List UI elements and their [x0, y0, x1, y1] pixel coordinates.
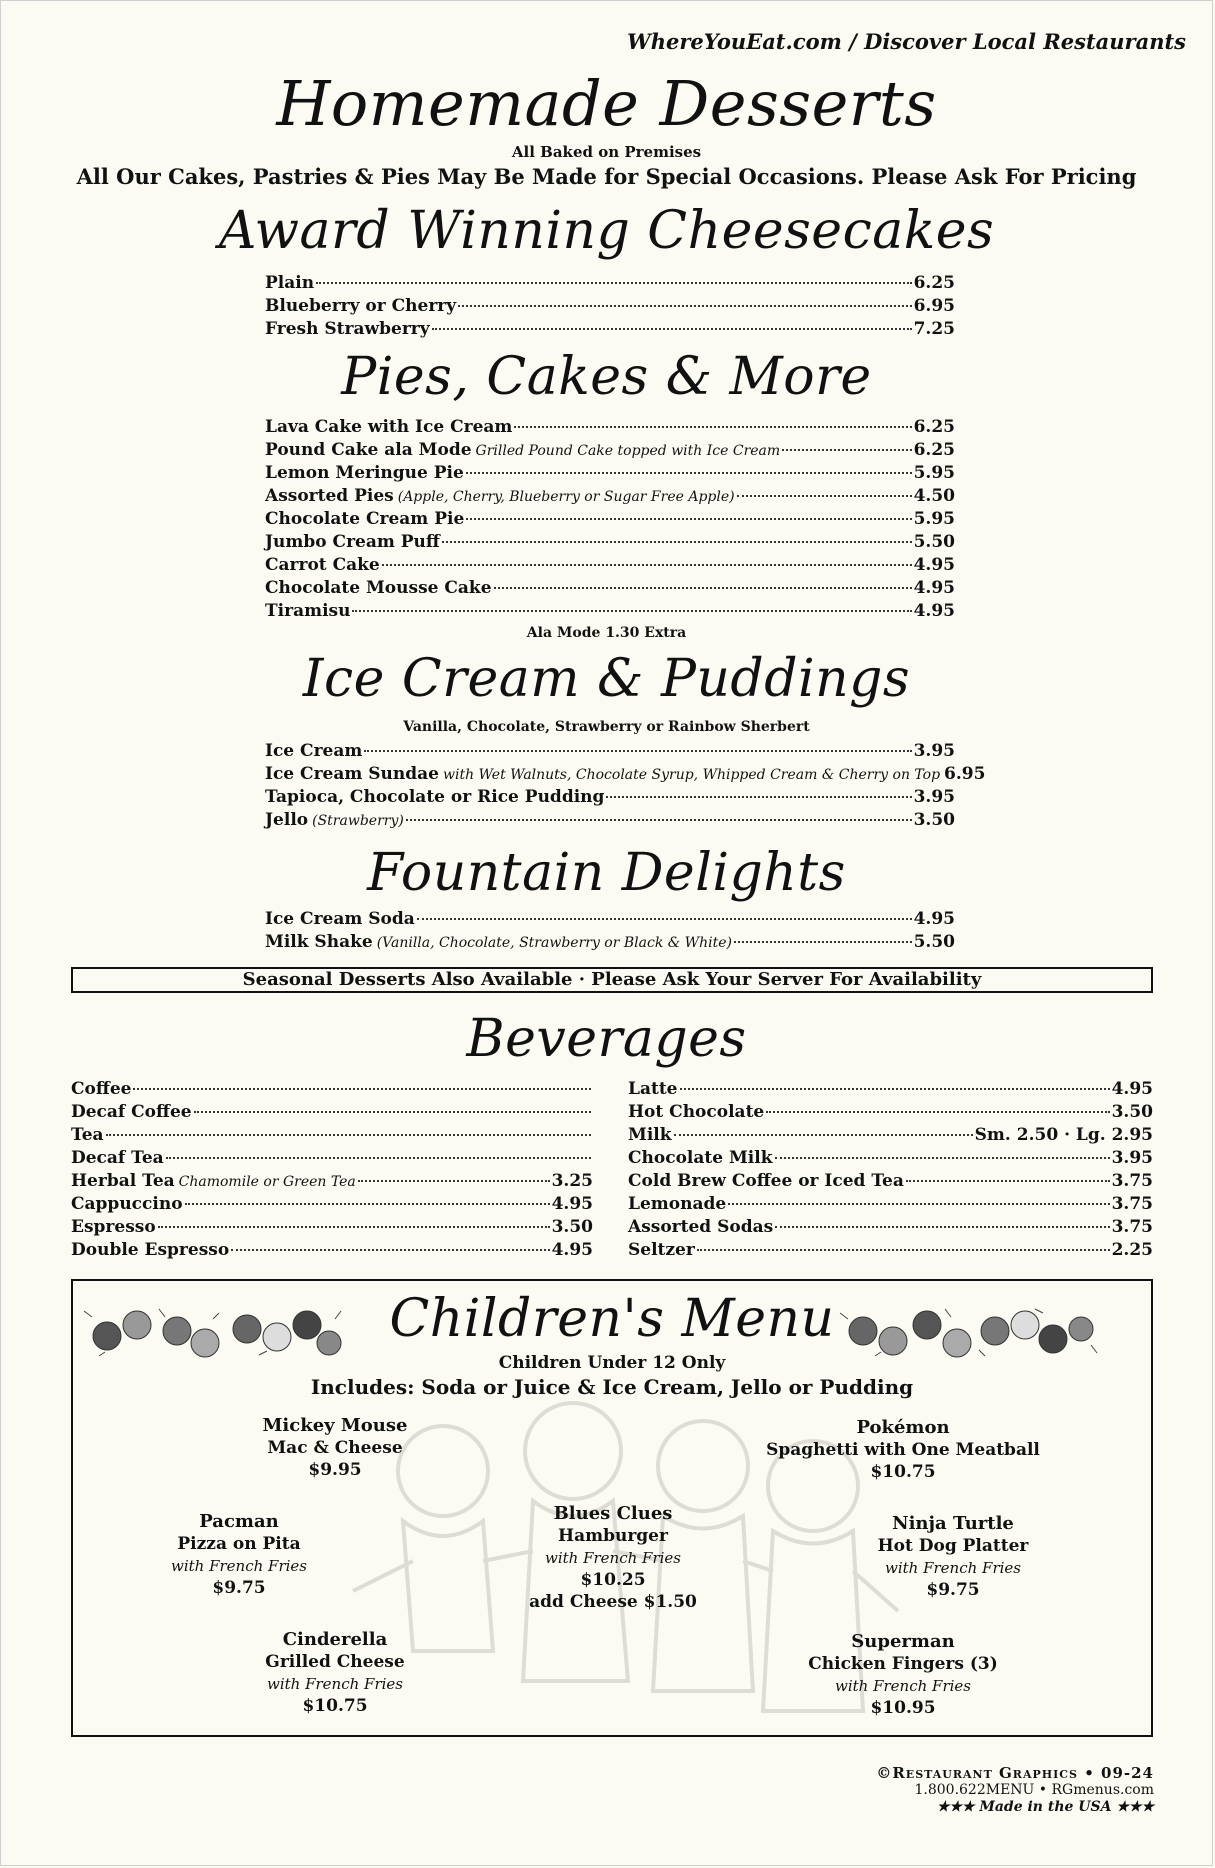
kid-item-desc: Hamburger: [558, 1526, 668, 1546]
menu-item-name: Milk: [628, 1125, 672, 1145]
menu-item-name: Lemon Meringue Pie: [265, 463, 464, 483]
menu-item-price: 5.95: [913, 509, 955, 529]
dot-leader: [166, 1157, 591, 1159]
kid-item-side: with French Fries: [885, 1559, 1021, 1577]
menu-item-price: 3.95: [913, 741, 955, 761]
beverages-title: Beverages: [466, 1009, 747, 1069]
menu-item-price: 3.50: [551, 1217, 593, 1237]
kid-item-price: $10.75: [870, 1462, 936, 1482]
pies-list: [265, 417, 955, 624]
seasonal-banner: Seasonal Desserts Also Available · Please Ask Your Server For Availability: [71, 967, 1153, 993]
menu-item-price: 3.50: [1111, 1102, 1153, 1122]
cheesecakes-list: [265, 273, 955, 342]
dot-leader: [406, 819, 912, 821]
menu-item-row: [265, 417, 955, 440]
dot-leader: [906, 1180, 1110, 1182]
menu-item-price: 6.95: [944, 764, 986, 784]
menu-item-name: Coffee: [71, 1079, 132, 1099]
menu-item-row: [71, 1217, 593, 1240]
kid-item-name: Mickey Mouse: [262, 1415, 408, 1436]
menu-item-name: Chocolate Mousse Cake: [265, 578, 492, 598]
menu-item-row: [265, 764, 986, 787]
dot-leader: [466, 518, 911, 520]
menu-item-name: Espresso: [71, 1217, 156, 1237]
menu-item-name: Pound Cake ala Mode: [265, 440, 472, 460]
kid-item-price: $9.75: [926, 1580, 980, 1600]
dot-leader: [680, 1088, 1110, 1090]
childrens-menu-box: [71, 1279, 1153, 1737]
kid-item-side: with French Fries: [835, 1677, 971, 1695]
dot-leader: [316, 282, 912, 284]
menu-item-row: [265, 463, 955, 486]
menu-item-price: 4.95: [551, 1240, 593, 1260]
dot-leader: [737, 495, 912, 497]
menu-item-row: [265, 787, 955, 810]
kid-item-extra: add Cheese $1.50: [529, 1592, 697, 1612]
menu-item-name: Tiramisu: [265, 601, 351, 621]
menu-item-price: 5.50: [913, 932, 955, 952]
children-includes-note: Includes: Soda or Juice & Ice Cream, Jello or Pudding: [310, 1375, 914, 1399]
menu-item-price: 6.25: [913, 273, 955, 293]
menu-item-price: 7.25: [913, 319, 955, 339]
menu-item-row: [265, 486, 955, 509]
kid-item-desc: Spaghetti with One Meatball: [766, 1440, 1040, 1460]
menu-item-description: Chamomile or Green Tea: [178, 1174, 356, 1190]
menu-item-price: 3.25: [551, 1171, 593, 1191]
kid-item-desc: Chicken Fingers (3): [808, 1654, 998, 1674]
menu-item-row: [265, 741, 955, 764]
menu-item-name: Cold Brew Coffee or Iced Tea: [628, 1171, 904, 1191]
dot-leader: [697, 1249, 1110, 1251]
publisher-contact: 1.800.622MENU • RGmenus.com: [914, 1782, 1154, 1798]
menu-item-name: Decaf Coffee: [71, 1102, 192, 1122]
ice-cream-list: [265, 741, 986, 833]
menu-item-name: Plain: [265, 273, 315, 293]
menu-item-price: 4.95: [551, 1194, 593, 1214]
menu-item-price: 5.50: [913, 532, 955, 552]
menu-item-row: [628, 1148, 1153, 1171]
menu-item-row: [265, 440, 955, 463]
menu-item-row: [628, 1125, 1153, 1148]
menu-item-price: 3.95: [1111, 1148, 1153, 1168]
ice-cream-flavors-note: Vanilla, Chocolate, Strawberry or Rainbow Sherbert: [403, 719, 810, 735]
menu-item-price: 6.25: [913, 440, 955, 460]
menu-item-price: 4.95: [913, 578, 955, 598]
menu-item-price: 4.95: [913, 601, 955, 621]
menu-item-price: 3.75: [1111, 1171, 1153, 1191]
menu-item-price: 6.25: [913, 417, 955, 437]
kid-item-price: $10.25: [580, 1570, 646, 1590]
dot-leader: [775, 1226, 1109, 1228]
kid-item-side: with French Fries: [545, 1549, 681, 1567]
menu-item-row: [628, 1102, 1153, 1125]
kid-item-price: $9.75: [212, 1578, 266, 1598]
kid-item-ninja-turtle: [823, 1513, 1083, 1601]
dot-leader: [231, 1249, 549, 1251]
menu-item-price: 6.95: [913, 296, 955, 316]
dot-leader: [432, 328, 912, 330]
menu-item-name: Jumbo Cream Puff: [265, 532, 440, 552]
menu-item-row: [628, 1240, 1153, 1263]
dot-leader: [466, 472, 912, 474]
kid-item-name: Cinderella: [282, 1629, 388, 1650]
ala-mode-note: Ala Mode 1.30 Extra: [526, 625, 687, 641]
kid-item-side: with French Fries: [171, 1557, 307, 1575]
menu-item-description: with Wet Walnuts, Chocolate Syrup, Whipped Cream & Cherry on Top: [442, 767, 941, 783]
dot-leader: [734, 941, 912, 943]
menu-item-description: (Vanilla, Chocolate, Strawberry or Black & White): [376, 935, 732, 951]
menu-item-description: Grilled Pound Cake topped with Ice Cream: [475, 443, 781, 459]
dot-leader: [352, 610, 911, 612]
dot-leader: [194, 1111, 591, 1113]
pies-title: Pies, Cakes & More: [341, 347, 872, 407]
header-subtitle: All Baked on Premises: [511, 143, 702, 161]
dot-leader: [514, 426, 911, 428]
dot-leader: [358, 1180, 550, 1182]
menu-item-name: Ice Cream Sundae: [265, 764, 439, 784]
menu-item-row: [265, 509, 955, 532]
menu-item-name: Hot Chocolate: [628, 1102, 765, 1122]
publisher-footer: [876, 1765, 1154, 1816]
menu-item-name: Herbal Tea: [71, 1171, 175, 1191]
menu-item-row: [71, 1194, 593, 1217]
menu-item-name: Jello: [265, 810, 309, 830]
kid-item-name: Ninja Turtle: [892, 1513, 1014, 1534]
menu-item-price: 3.75: [1111, 1194, 1153, 1214]
dot-leader: [606, 796, 911, 798]
kid-item-blues-clues: [483, 1503, 743, 1613]
beverages-left-list: [71, 1079, 593, 1263]
dot-leader: [133, 1088, 591, 1090]
kid-item-price: $10.75: [302, 1696, 368, 1716]
menu-item-row: [265, 319, 955, 342]
site-tag: WhereYouEat.com / Discover Local Restaurants: [627, 29, 1186, 54]
page-title: Homemade Desserts: [276, 67, 937, 140]
kid-item-mickey-mouse: [205, 1415, 465, 1481]
menu-item-name: Lava Cake with Ice Cream: [265, 417, 513, 437]
dot-leader: [782, 449, 911, 451]
menu-item-row: [265, 273, 955, 296]
dot-leader: [106, 1134, 591, 1136]
menu-item-price: 3.75: [1111, 1217, 1153, 1237]
children-age-note: Children Under 12 Only: [498, 1353, 726, 1373]
menu-item-row: [265, 601, 955, 624]
menu-item-name: Tapioca, Chocolate or Rice Pudding: [265, 787, 605, 807]
fountain-title: Fountain Delights: [367, 843, 846, 903]
menu-item-price: 4.95: [913, 909, 955, 929]
menu-item-row: [628, 1079, 1153, 1102]
dot-leader: [494, 587, 912, 589]
dot-leader: [674, 1134, 973, 1136]
kid-item-name: Pacman: [199, 1511, 279, 1532]
cheesecakes-title: Award Winning Cheesecakes: [218, 201, 995, 261]
made-in-usa: ★★★ Made in the USA ★★★: [936, 1799, 1154, 1815]
kid-item-side: with French Fries: [267, 1675, 403, 1693]
menu-item-row: [265, 296, 955, 319]
menu-item-name: Milk Shake: [265, 932, 373, 952]
menu-item-name: Chocolate Milk: [628, 1148, 773, 1168]
menu-item-row: [71, 1148, 593, 1171]
menu-item-name: Assorted Pies: [265, 486, 394, 506]
menu-item-row: [71, 1240, 593, 1263]
dot-leader: [417, 918, 912, 920]
kid-item-pokemon: [753, 1417, 1053, 1483]
menu-item-name: Tea: [71, 1125, 104, 1145]
dot-leader: [382, 564, 912, 566]
menu-item-row: [71, 1171, 593, 1194]
menu-item-row: [628, 1171, 1153, 1194]
menu-item-name: Lemonade: [628, 1194, 727, 1214]
menu-item-name: Blueberry or Cherry: [265, 296, 457, 316]
menu-item-row: [265, 932, 955, 955]
publisher-brand: ©Restaurant Graphics • 09-24: [876, 1764, 1154, 1782]
menu-item-row: [628, 1217, 1153, 1240]
menu-item-row: [628, 1194, 1153, 1217]
menu-item-name: Seltzer: [628, 1240, 695, 1260]
menu-item-name: Chocolate Cream Pie: [265, 509, 465, 529]
childrens-menu-title: Children's Menu: [389, 1289, 835, 1349]
menu-item-row: [265, 578, 955, 601]
menu-item-row: [265, 532, 955, 555]
kid-item-name: Pokémon: [856, 1417, 950, 1438]
kid-item-desc: Grilled Cheese: [265, 1652, 405, 1672]
menu-item-price: 3.50: [913, 810, 955, 830]
beverages-right-list: [628, 1079, 1153, 1263]
kid-item-price: $9.95: [308, 1460, 362, 1480]
menu-item-price: 4.50: [913, 486, 955, 506]
dot-leader: [158, 1226, 550, 1228]
kid-item-name: Superman: [851, 1631, 955, 1652]
menu-item-row: [265, 810, 955, 833]
menu-item-description: (Strawberry): [312, 813, 404, 829]
kid-item-pacman: [109, 1511, 369, 1599]
menu-item-price: 3.95: [913, 787, 955, 807]
dot-leader: [364, 750, 911, 752]
menu-item-description: (Apple, Cherry, Blueberry or Sugar Free Apple): [397, 489, 735, 505]
menu-item-price: 2.25: [1111, 1240, 1153, 1260]
menu-item-name: Assorted Sodas: [628, 1217, 774, 1237]
menu-item-name: Latte: [628, 1079, 678, 1099]
kid-item-desc: Pizza on Pita: [177, 1534, 301, 1554]
dot-leader: [766, 1111, 1109, 1113]
menu-item-row: [265, 555, 955, 578]
menu-item-row: [71, 1079, 593, 1102]
kid-item-price: $10.95: [870, 1698, 936, 1718]
menu-item-name: Fresh Strawberry: [265, 319, 430, 339]
kid-item-desc: Mac & Cheese: [267, 1438, 403, 1458]
menu-item-name: Cappuccino: [71, 1194, 183, 1214]
dot-leader: [458, 305, 911, 307]
dot-leader: [442, 541, 912, 543]
header-occasions-note: All Our Cakes, Pastries & Pies May Be Made for Special Occasions. Please Ask For Pricing: [76, 164, 1137, 189]
fountain-list: [265, 909, 955, 955]
menu-item-name: Ice Cream: [265, 741, 363, 761]
menu-item-name: Double Espresso: [71, 1240, 230, 1260]
kid-item-desc: Hot Dog Platter: [877, 1536, 1029, 1556]
dot-leader: [185, 1203, 550, 1205]
menu-item-price: Sm. 2.50 · Lg. 2.95: [974, 1125, 1153, 1145]
menu-item-name: Carrot Cake: [265, 555, 380, 575]
dot-leader: [728, 1203, 1109, 1205]
menu-item-name: Ice Cream Soda: [265, 909, 415, 929]
menu-item-name: Decaf Tea: [71, 1148, 164, 1168]
menu-item-row: [265, 909, 955, 932]
menu-item-row: [71, 1102, 593, 1125]
menu-item-price: 4.95: [1111, 1079, 1153, 1099]
kid-item-cinderella: [205, 1629, 465, 1717]
ice-cream-title: Ice Cream & Puddings: [302, 649, 911, 709]
menu-item-row: [71, 1125, 593, 1148]
dot-leader: [775, 1157, 1110, 1159]
kid-item-name: Blues Clues: [553, 1503, 673, 1524]
kid-item-superman: [753, 1631, 1053, 1719]
menu-item-price: 4.95: [913, 555, 955, 575]
menu-item-price: 5.95: [913, 463, 955, 483]
